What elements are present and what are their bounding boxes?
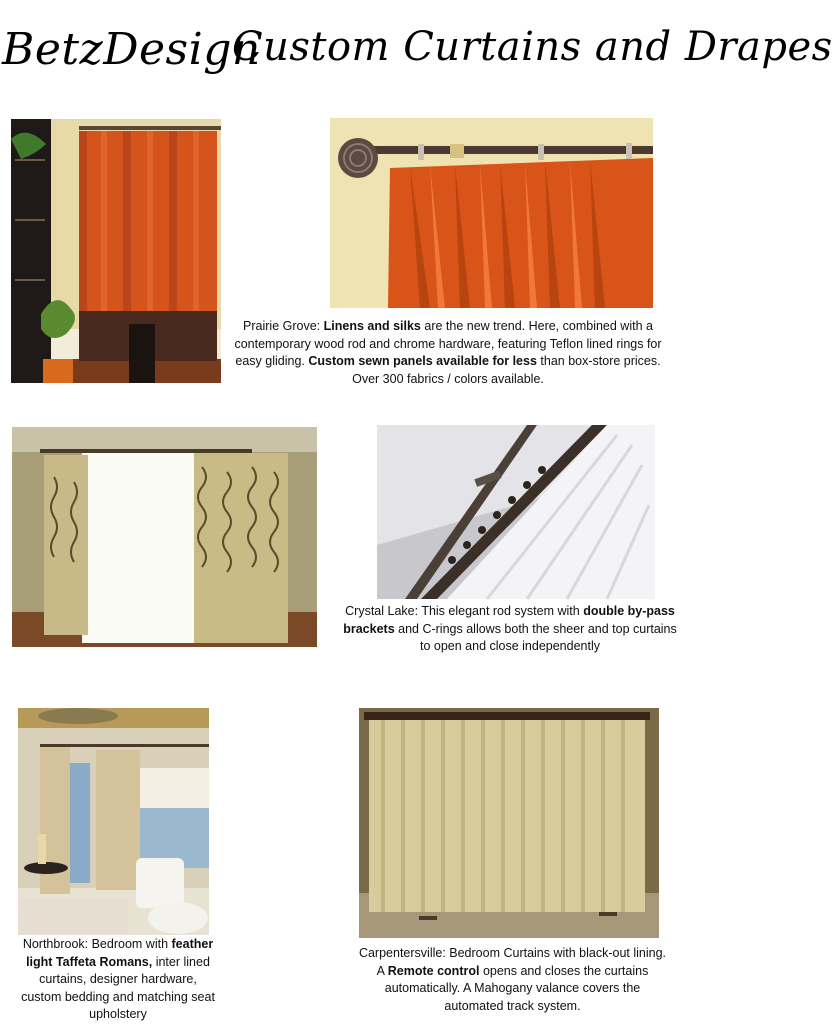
- photo-northbrook-bedroom: [18, 708, 209, 935]
- photo-crystal-lake-room: [12, 427, 317, 647]
- caption-text: inter lined curtains, designer hardware, custom bedding and matching seat upholstery: [21, 954, 215, 1021]
- caption-text: than box-store prices. Over 300 fabrics / colors available.: [352, 354, 661, 386]
- caption-crystal-lake: [340, 603, 680, 656]
- photo-prairie-grove-rod: [330, 118, 653, 308]
- caption-text: Crystal Lake: This elegant rod system with: [345, 604, 584, 618]
- caption-highlight: Linens and silks: [323, 319, 421, 333]
- caption-highlight: feather light Taffeta Romans,: [26, 937, 214, 969]
- caption-text: opens and closes the curtains automatically. A Mahogany valance covers the automated track system.: [384, 963, 649, 1013]
- photo-crystal-lake-bracket: [377, 425, 655, 599]
- caption-highlight: double by-pass brackets: [343, 604, 675, 636]
- caption-text: and C-rings allows both the sheer and top curtains to open and close independently: [394, 621, 677, 653]
- caption-text: Northbrook: Bedroom with: [22, 937, 172, 951]
- brand-name: BetzDesign: [2, 24, 261, 75]
- caption-text: Carpentersville: Bedroom Curtains with black-out lining. A: [358, 946, 667, 978]
- tagline: Custom Curtains and Drapes: [232, 24, 833, 70]
- caption-highlight: Custom sewn panels available for less: [308, 354, 537, 368]
- caption-northbrook: [18, 936, 218, 1024]
- caption-prairie-grove: [228, 318, 668, 388]
- caption-text: Prairie Grove:: [243, 319, 324, 333]
- page-title: [0, 14, 833, 84]
- photo-prairie-grove-room: [11, 119, 221, 383]
- caption-highlight: Remote control: [387, 963, 480, 978]
- photo-carpentersville: [359, 708, 659, 938]
- caption-carpentersville: [355, 945, 670, 1015]
- caption-text: are the new trend. Here, combined with a contemporary wood rod and chrome hardware, featuring Teflon lined rings for easy gliding.: [234, 319, 662, 368]
